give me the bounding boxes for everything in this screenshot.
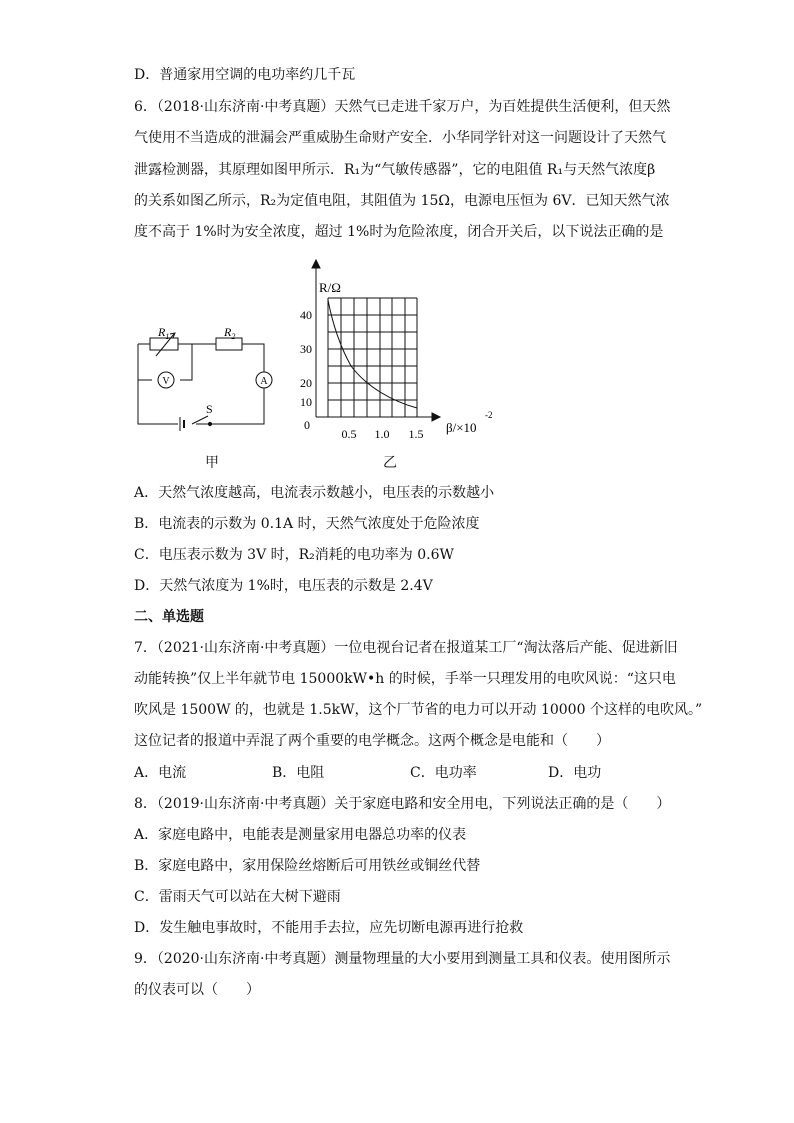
- option-a: A．家庭电路中，电能表是测量家用电器总功率的仪表: [134, 827, 467, 843]
- svg-text:R1: [157, 325, 169, 341]
- y-tick-30: 30: [300, 342, 312, 356]
- figure-caption-yi: 乙: [383, 455, 397, 471]
- r1-sub: 1: [165, 332, 170, 341]
- voltmeter-label: V: [162, 376, 170, 387]
- option-c: C．电压表示数为 3V 时，R₂消耗的电功率为 0.6W: [134, 547, 454, 563]
- resistance-graph: [286, 256, 500, 446]
- svg-text:R2: [223, 325, 235, 341]
- r1-label: R: [158, 325, 166, 339]
- y-tick-40: 40: [300, 308, 312, 322]
- r2-label: R: [224, 325, 232, 339]
- option-d: D．发生触电事故时，不能用手去拉，应先切断电源再进行抢救: [134, 920, 524, 936]
- text-line: 8．（2019·山东济南·中考真题）关于家庭电路和安全用电，下列说法正确的是（ ）: [134, 796, 671, 812]
- option-c: C．雷雨天气可以站在大树下避雨: [134, 889, 341, 905]
- section-heading: 二、单选题: [134, 609, 204, 625]
- y-tick-0: 0: [304, 418, 310, 432]
- x-axis-exponent: -2: [485, 410, 493, 420]
- x-tick-1-0: 1.0: [374, 427, 390, 441]
- option-d: D．电功: [548, 765, 602, 781]
- text-line: 的仪表可以（ ）: [134, 982, 260, 998]
- option-d: D．天然气浓度为 1%时，电压表的示数是 2.4V: [134, 578, 433, 594]
- option-a: A．电流: [134, 765, 187, 781]
- option-b: B．电阻: [272, 765, 325, 781]
- y-tick-20: 20: [300, 376, 312, 390]
- r2-sub: 2: [231, 332, 236, 341]
- text-line: 动能转换”仅上半年就节电 15000kW•h 的时候，手举一只理发用的电吹风说：“这只电: [134, 671, 676, 687]
- x-axis-label: β/×10: [446, 420, 477, 435]
- text-line: 7．（2021·山东济南·中考真题）一位电视台记者在报道某工厂“淘汰落后产能、促进新旧: [134, 640, 678, 656]
- option-c: C．电功率: [410, 765, 477, 781]
- option-a: A．天然气浓度越高，电流表示数越小，电压表的示数越小: [134, 485, 495, 501]
- ammeter-label: A: [260, 376, 268, 387]
- x-tick-0-5: 0.5: [341, 427, 357, 441]
- text-line: 气使用不当造成的泄漏会严重威胁生命财产安全．小华同学针对这一问题设计了天然气: [134, 130, 666, 146]
- option-b: B．家庭电路中，家用保险丝熔断后可用铁丝或铜丝代替: [134, 858, 481, 874]
- figure-caption-jia: 甲: [205, 455, 219, 471]
- text-line: 泄露检测器，其原理如图甲所示．R₁为“气敏传感器”，它的电阻值 R₁与天然气浓度β: [134, 162, 656, 178]
- question-7-options: [134, 764, 614, 782]
- text-line: D．普通家用空调的电功率约几千瓦: [134, 67, 356, 83]
- x-tick-1-5: 1.5: [408, 427, 424, 441]
- text-line: 度不高于 1%时为安全浓度，超过 1%时为危险浓度，闭合开关后，以下说法正确的是: [134, 224, 664, 240]
- text-line: 这位记者的报道中弄混了两个重要的电学概念。这两个概念是电能和（ ）: [134, 733, 610, 749]
- text-line: 吹风是 1500W 的，也就是 1.5kW，这个厂节省的电力可以开动 10000 个这样的电吹风。”: [134, 702, 703, 718]
- circuit-diagram: [128, 316, 274, 436]
- text-line: 的关系如图乙所示，R₂为定值电阻，其阻值为 15Ω，电源电压恒为 6V．已知天然气浓: [134, 193, 670, 209]
- y-axis-label: R/Ω: [319, 280, 341, 295]
- switch-label: S: [206, 402, 213, 416]
- y-tick-10: 10: [300, 395, 312, 409]
- question-6-line-1: 6．（2018·山东济南·中考真题）天然气已走进千家万户，为百姓提供生活便利，但天然: [134, 99, 671, 115]
- text-line: 9．（2020·山东济南·中考真题）测量物理量的大小要用到测量工具和仪表。使用图所示: [134, 951, 671, 967]
- option-b: B．电流表的示数为 0.1A 时，天然气浓度处于危险浓度: [134, 516, 480, 532]
